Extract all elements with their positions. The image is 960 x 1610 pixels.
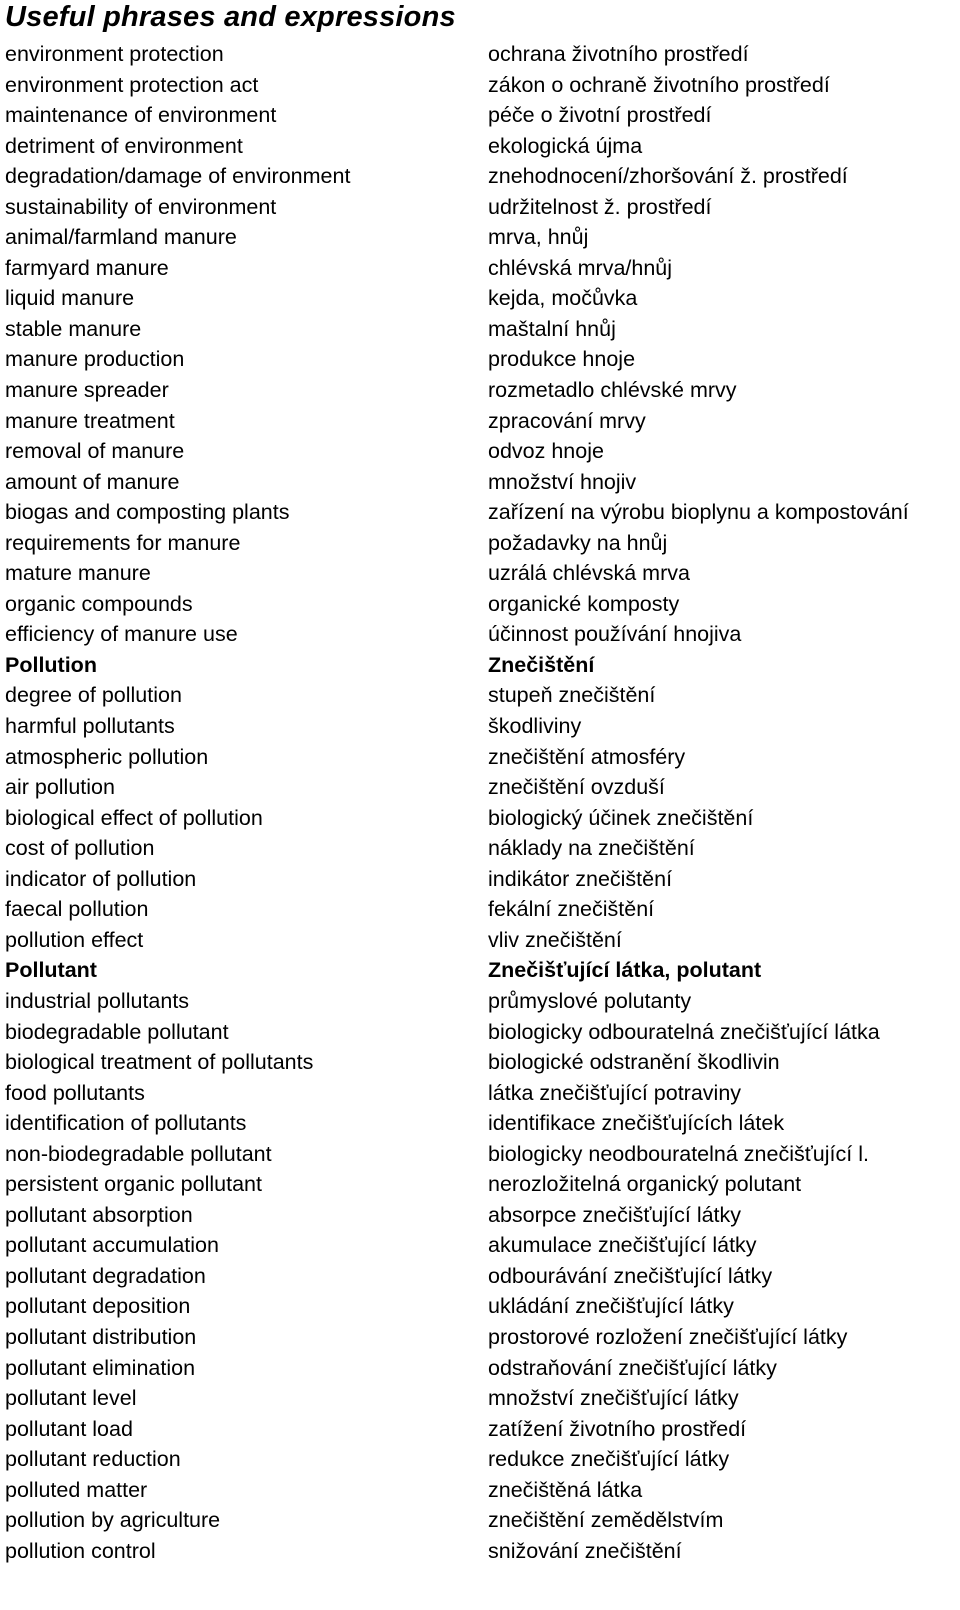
czech-translation: ekologická újma [488, 133, 643, 158]
english-phrase: pollution effect [5, 927, 144, 952]
czech-translation: škodliviny [488, 714, 582, 739]
phrase-row [0, 1139, 960, 1170]
czech-translation: odbourávání znečišťující látky [488, 1263, 773, 1288]
phrase-row [0, 1475, 960, 1506]
phrase-row [0, 344, 960, 375]
phrase-row [0, 375, 960, 406]
phrase-row [0, 1047, 960, 1078]
czech-translation: mrva, hnůj [488, 225, 589, 250]
phrase-row [0, 497, 960, 528]
czech-translation: znečištění atmosféry [488, 744, 686, 769]
czech-translation: biologicky neodbouratelná znečišťující l. [488, 1141, 869, 1166]
phrase-row [0, 1353, 960, 1384]
czech-translation: náklady na znečištění [488, 836, 695, 861]
phrase-row [0, 1536, 960, 1567]
section-heading-row [0, 650, 960, 681]
english-phrase: indicator of pollution [5, 866, 197, 891]
english-phrase: degree of pollution [5, 683, 182, 708]
phrase-row [0, 1383, 960, 1414]
phrase-row [0, 1322, 960, 1353]
phrase-row [0, 558, 960, 589]
czech-translation: ukládání znečišťující látky [488, 1294, 734, 1319]
english-phrase: pollutant absorption [5, 1202, 193, 1227]
english-phrase: maintenance of environment [5, 103, 277, 128]
phrase-row [0, 314, 960, 345]
phrase-row [0, 1261, 960, 1292]
czech-translation: zpracování mrvy [488, 408, 646, 433]
czech-translation: organické komposty [488, 591, 680, 616]
phrase-row [0, 772, 960, 803]
english-phrase: degradation/damage of environment [5, 164, 351, 189]
phrase-row [0, 1200, 960, 1231]
phrase-row [0, 1505, 960, 1536]
english-phrase: biogas and composting plants [5, 500, 290, 525]
english-phrase: removal of manure [5, 439, 185, 464]
czech-translation: akumulace znečišťující látky [488, 1233, 757, 1258]
english-phrase: pollutant accumulation [5, 1233, 219, 1258]
english-phrase: manure spreader [5, 378, 169, 403]
section-heading-czech: Znečištění [488, 652, 595, 677]
czech-translation: stupeň znečištění [488, 683, 656, 708]
phrase-row [0, 589, 960, 620]
english-phrase: requirements for manure [5, 530, 241, 555]
czech-translation: prostorové rozložení znečišťující látky [488, 1324, 848, 1349]
english-phrase: biological effect of pollution [5, 805, 263, 830]
czech-translation: zatížení životního prostředí [488, 1416, 747, 1441]
phrase-row [0, 894, 960, 925]
czech-translation: vliv znečištění [488, 927, 622, 952]
english-phrase: pollutant level [5, 1386, 137, 1411]
english-phrase: pollutant distribution [5, 1324, 197, 1349]
czech-translation: biologické odstranění škodlivin [488, 1050, 780, 1075]
english-phrase: liquid manure [5, 286, 135, 311]
phrase-row [0, 192, 960, 223]
phrase-row [0, 253, 960, 284]
phrase-row [0, 711, 960, 742]
czech-translation: snižování znečištění [488, 1538, 682, 1563]
czech-translation: znečištěná látka [488, 1477, 643, 1502]
czech-translation: znehodnocení/zhoršování ž. prostředí [488, 164, 848, 189]
czech-translation: produkce hnoje [488, 347, 636, 372]
english-phrase: pollution by agriculture [5, 1508, 221, 1533]
english-phrase: harmful pollutants [5, 714, 175, 739]
czech-translation: průmyslové polutanty [488, 988, 692, 1013]
phrase-row [0, 742, 960, 773]
english-phrase: faecal pollution [5, 897, 149, 922]
english-phrase: amount of manure [5, 469, 180, 494]
english-phrase: farmyard manure [5, 255, 169, 280]
english-phrase: organic compounds [5, 591, 193, 616]
phrase-row [0, 833, 960, 864]
czech-translation: množství znečišťující látky [488, 1386, 739, 1411]
phrase-row [0, 1169, 960, 1200]
english-phrase: non-biodegradable pollutant [5, 1141, 272, 1166]
english-phrase: pollutant degradation [5, 1263, 206, 1288]
czech-translation: péče o životní prostředí [488, 103, 712, 128]
english-phrase: industrial pollutants [5, 988, 190, 1013]
english-phrase: identification of pollutants [5, 1111, 247, 1136]
english-phrase: manure production [5, 347, 185, 372]
phrase-row [0, 161, 960, 192]
phrase-row [0, 1414, 960, 1445]
english-phrase: stable manure [5, 316, 142, 341]
czech-translation: indikátor znečištění [488, 866, 673, 891]
phrase-row [0, 1108, 960, 1139]
english-phrase: detriment of environment [5, 133, 243, 158]
english-phrase: animal/farmland manure [5, 225, 237, 250]
english-phrase: pollutant elimination [5, 1355, 196, 1380]
section-heading-english: Pollutant [5, 958, 97, 983]
czech-translation: množství hnojiv [488, 469, 637, 494]
english-phrase: polluted matter [5, 1477, 148, 1502]
english-phrase: air pollution [5, 775, 115, 800]
czech-translation: účinnost používání hnojiva [488, 622, 742, 647]
english-phrase: food pollutants [5, 1080, 145, 1105]
page-title: Useful phrases and expressions [5, 1, 456, 33]
czech-translation: kejda, močůvka [488, 286, 638, 311]
english-phrase: environment protection act [5, 72, 259, 97]
phrase-row [0, 680, 960, 711]
phrase-row [0, 864, 960, 895]
phrase-row [0, 100, 960, 131]
phrase-row [0, 925, 960, 956]
czech-translation: odvoz hnoje [488, 439, 604, 464]
phrase-row [0, 70, 960, 101]
english-phrase: pollutant load [5, 1416, 133, 1441]
phrase-row [0, 803, 960, 834]
english-phrase: mature manure [5, 561, 151, 586]
english-phrase: environment protection [5, 42, 224, 66]
czech-translation: nerozložitelná organický polutant [488, 1172, 802, 1197]
phrase-row [0, 436, 960, 467]
phrase-row [0, 619, 960, 650]
phrase-row [0, 528, 960, 559]
english-phrase: atmospheric pollution [5, 744, 209, 769]
phrase-list [0, 39, 960, 1566]
czech-translation: redukce znečišťující látky [488, 1447, 730, 1472]
phrase-row [0, 39, 960, 70]
czech-translation: biologicky odbouratelná znečišťující látka [488, 1019, 880, 1044]
czech-translation: odstraňování znečišťující látky [488, 1355, 777, 1380]
phrase-row [0, 1017, 960, 1048]
phrase-row [0, 131, 960, 162]
english-phrase: persistent organic pollutant [5, 1172, 262, 1197]
english-phrase: pollutant reduction [5, 1447, 181, 1472]
czech-translation: fekální znečištění [488, 897, 655, 922]
english-phrase: sustainability of environment [5, 194, 277, 219]
czech-translation: požadavky na hnůj [488, 530, 668, 555]
czech-translation: identifikace znečišťujících látek [488, 1111, 785, 1136]
english-phrase: cost of pollution [5, 836, 155, 861]
phrase-row [0, 986, 960, 1017]
czech-translation: maštalní hnůj [488, 316, 616, 341]
czech-translation: uzrálá chlévská mrva [488, 561, 690, 586]
czech-translation: zákon o ochraně životního prostředí [488, 72, 830, 97]
section-heading-czech: Znečišťující látka, polutant [488, 958, 762, 983]
czech-translation: biologický účinek znečištění [488, 805, 754, 830]
phrase-row [0, 283, 960, 314]
czech-translation: znečištění zemědělstvím [488, 1508, 724, 1533]
phrase-row [0, 406, 960, 437]
czech-translation: absorpce znečišťující látky [488, 1202, 742, 1227]
czech-translation: rozmetadlo chlévské mrvy [488, 378, 737, 403]
czech-translation: udržitelnost ž. prostředí [488, 194, 712, 219]
english-phrase: biological treatment of pollutants [5, 1050, 314, 1075]
phrase-row [0, 1291, 960, 1322]
czech-translation: látka znečišťující potraviny [488, 1080, 742, 1105]
czech-translation: zařízení na výrobu bioplynu a kompostování [488, 500, 909, 525]
czech-translation: ochrana životního prostředí [488, 42, 749, 66]
phrase-row [0, 222, 960, 253]
english-phrase: pollutant deposition [5, 1294, 191, 1319]
phrase-row [0, 467, 960, 498]
phrase-row [0, 1230, 960, 1261]
czech-translation: znečištění ovzduší [488, 775, 665, 800]
section-heading-english: Pollution [5, 652, 97, 677]
english-phrase: efficiency of manure use [5, 622, 238, 647]
english-phrase: manure treatment [5, 408, 175, 433]
english-phrase: pollution control [5, 1538, 156, 1563]
english-phrase: biodegradable pollutant [5, 1019, 229, 1044]
czech-translation: chlévská mrva/hnůj [488, 255, 673, 280]
phrase-row [0, 1444, 960, 1475]
phrase-row [0, 1078, 960, 1109]
section-heading-row [0, 955, 960, 986]
